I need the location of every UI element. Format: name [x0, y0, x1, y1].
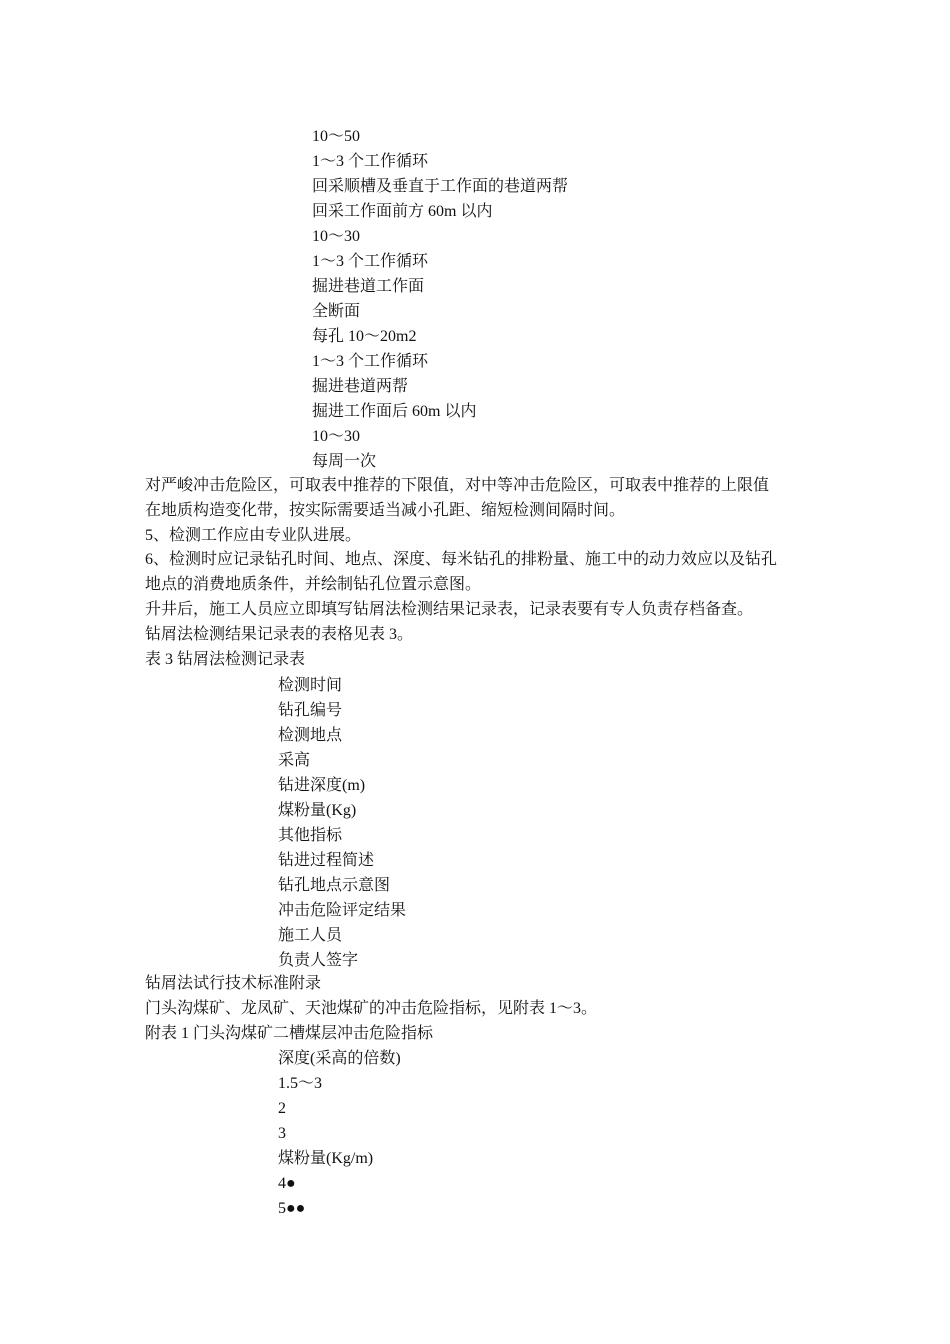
table-cell: 其他指标: [278, 827, 343, 844]
table-cell: 1～3 个工作循环: [312, 353, 429, 370]
table-cell: 10～50: [312, 128, 361, 145]
paragraph-line: 附表 1 门头沟煤矿二槽煤层冲击危险指标: [145, 1024, 434, 1042]
table-cell: 每孔 10～20m2: [312, 328, 417, 345]
table-cell: 回采顺槽及垂直于工作面的巷道两帮: [312, 178, 569, 195]
table-cell: 钻孔地点示意图: [278, 877, 391, 894]
table-cell: 煤粉量(Kg/m): [278, 1150, 374, 1167]
table-cell: 采高: [278, 752, 311, 769]
paragraph-line: 地点的消费地质条件，并绘制钻孔位置示意图。: [145, 576, 482, 594]
table-cell: 掘进巷道两帮: [312, 378, 409, 395]
table-cell: 3: [278, 1125, 286, 1142]
table-cell: 冲击危险评定结果: [278, 902, 407, 919]
table-cell: 深度(采高的倍数): [278, 1050, 401, 1067]
table-cell: 施工人员: [278, 927, 343, 944]
paragraph-line: 在地质构造变化带，按实际需要适当减小孔距、缩短检测间隔时间。: [145, 501, 626, 519]
paragraph-line: 钻屑法检测结果记录表的表格见表 3。: [145, 625, 414, 643]
table-cell: 1～3 个工作循环: [312, 253, 429, 270]
table-cell: 检测时间: [278, 677, 343, 694]
paragraph-line: 表 3 钻屑法检测记录表: [145, 650, 306, 668]
parameter-table-cells: [312, 124, 568, 474]
table-cell: 2: [278, 1100, 286, 1117]
table-cell: 全断面: [312, 303, 361, 320]
table-cell: 4●: [278, 1175, 296, 1192]
table-cell: 检测地点: [278, 727, 343, 744]
table-cell: 1～3 个工作循环: [312, 153, 429, 170]
table-cell: 10～30: [312, 428, 361, 445]
risk-index-table-cells: [278, 1046, 401, 1221]
table-cell: 负责人签字: [278, 952, 359, 969]
body-paragraphs: [145, 474, 777, 672]
record-table-cells: [278, 673, 406, 973]
table-cell: 钻孔编号: [278, 702, 343, 719]
table-cell: 1.5～3: [278, 1075, 323, 1092]
table-cell: 5●●: [278, 1200, 306, 1217]
paragraph-line: 6、检测时应记录钻孔时间、地点、深度、每米钻孔的排粉量、施工中的动力效应以及钻孔: [145, 551, 778, 569]
paragraph-line: 门头沟煤矿、龙凤矿、天池煤矿的冲击危险指标，见附表 1～3。: [145, 999, 598, 1017]
table-cell: 掘进工作面后 60m 以内: [312, 403, 477, 420]
table-cell: 回采工作面前方 60m 以内: [312, 203, 493, 220]
table-cell: 10～30: [312, 228, 361, 245]
paragraph-line: 升井后，施工人员应立即填写钻屑法检测结果记录表，记录表要有专人负责存档备查。: [145, 600, 754, 618]
appendix-paragraphs: [145, 972, 597, 1046]
table-cell: 钻进深度(m): [278, 777, 366, 794]
paragraph-line: 钻屑法试行技术标准附录: [145, 975, 322, 992]
table-cell: 煤粉量(Kg): [278, 802, 357, 819]
paragraph-line: 5、检测工作应由专业队进展。: [145, 526, 362, 544]
table-cell: 钻进过程简述: [278, 852, 375, 869]
table-cell: 每周一次: [312, 453, 377, 470]
table-cell: 掘进巷道工作面: [312, 278, 425, 295]
paragraph-line: 对严峻冲击危险区，可取表中推荐的下限值，对中等冲击危险区，可取表中推荐的上限值: [145, 477, 770, 494]
